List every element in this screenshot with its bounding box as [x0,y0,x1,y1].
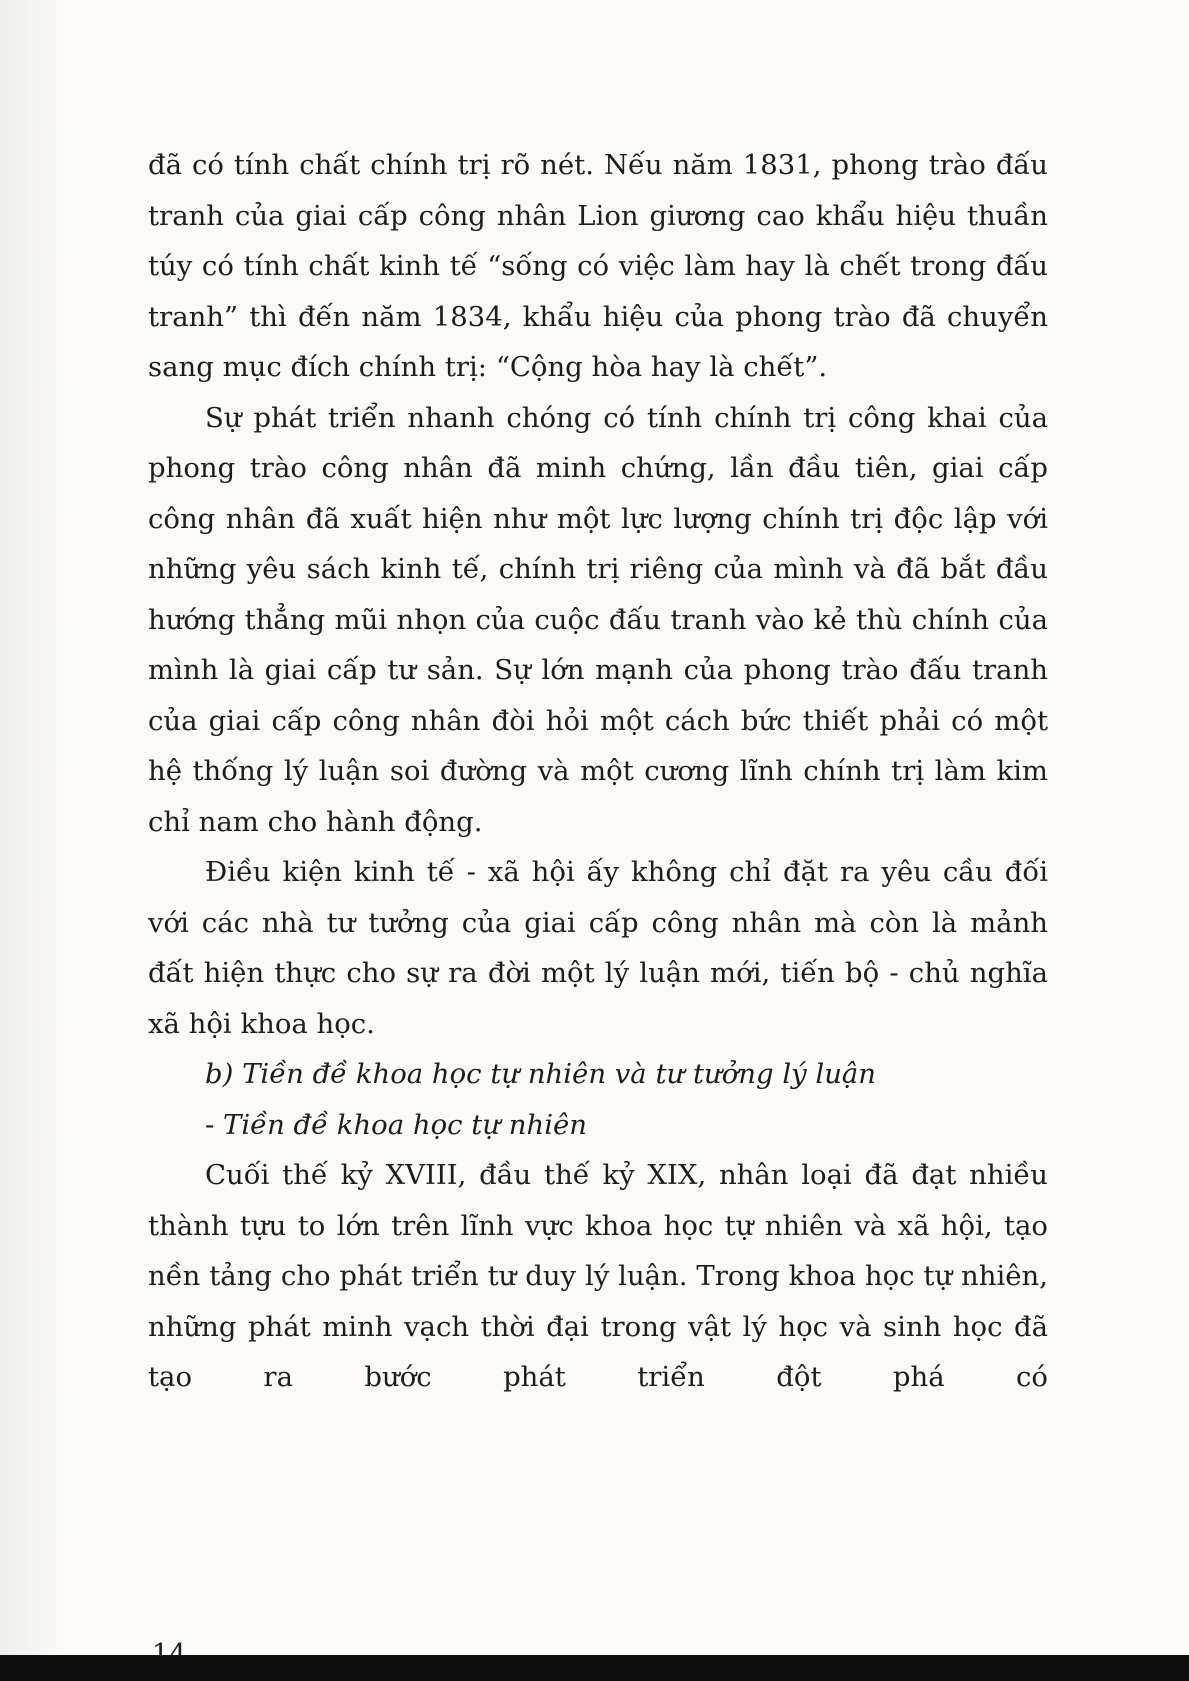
body-text [148,140,1048,1403]
paragraph-3: Điều kiện kinh tế - xã hội ấy không chỉ đặt ra yêu cầu đối với các nhà tư tưởng của giai cấp công nhân mà còn là mảnh đất hiện thực cho sự ra đời một lý luận mới, tiến bộ - chủ nghĩa xã hội khoa học. [148,856,1048,1040]
page-gutter-shadow [0,0,70,1681]
subsection-heading: - Tiền đề khoa học tự nhiên [205,1108,587,1141]
paragraph-2: Sự phát triển nhanh chóng có tính chính trị công khai của phong trào công nhân đã minh chứng, lần đầu tiên, giai cấp công nhân đã xuất hiện như một lực lượng chính trị độc lập với những yêu sách kinh tế, chính trị riêng của mình và đã bắt đầu hướng thẳng mũi nhọn của cuộc đấu tranh vào kẻ thù chính của mình là giai cấp tư sản. Sự lớn mạnh của phong trào đấu tranh của giai cấp công nhân đòi hỏi một cách bức thiết phải có một hệ thống lý luận soi đường và một cương lĩnh chính trị làm kim chỉ nam cho hành động. [148,401,1048,838]
paragraph-1: đã có tính chất chính trị rõ nét. Nếu năm 1831, phong trào đấu tranh của giai cấp công nhân Lion giương cao khẩu hiệu thuần túy có tính chất kinh tế “sống có việc làm hay là chết trong đấu tranh” thì đến năm 1834, khẩu hiệu của phong trào đã chuyển sang mục đích chính trị: “Cộng hòa hay là chết”. [148,149,1048,383]
paragraph-4: Cuối thế kỷ XVIII, đầu thế kỷ XIX, nhân loại đã đạt nhiều thành tựu to lớn trên lĩnh vực khoa học tự nhiên và xã hội, tạo nền tảng cho phát triển tư duy lý luận. Trong khoa học tự nhiên, những phát minh vạch thời đại trong vật lý học và sinh học đã tạo ra bước phát triển đột phá có [148,1159,1048,1393]
scan-bottom-edge [0,1655,1189,1681]
section-heading-b: b) Tiền đề khoa học tự nhiên và tư tưởng lý luận [205,1058,877,1090]
